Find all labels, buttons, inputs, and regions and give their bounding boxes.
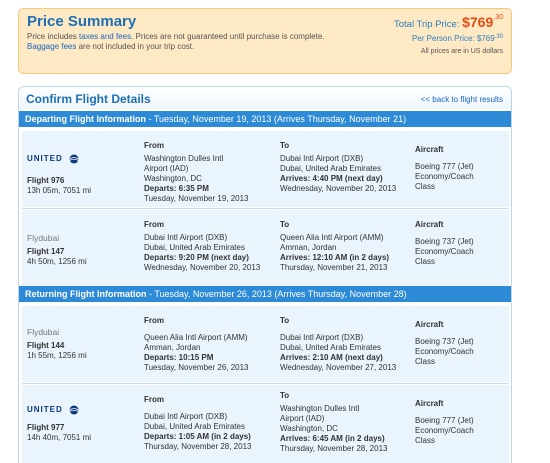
airline-name: Flydubai [27, 233, 60, 243]
total-trip-price: Total Trip Price: $769.30 [394, 14, 503, 30]
from-column: From Dubai Intl Airport (DXB) Dubai, United Arab Emirates Departs: 9:20 PM (next day) Wednesday, November 20, 2013 [144, 220, 261, 272]
flight-row [22, 306, 509, 382]
airline-name: Flydubai [27, 327, 60, 337]
departing-flight-bar: Departing Flight Information - Tuesday, November 19, 2013 (Arrives Thursday, November 21) [19, 111, 511, 127]
returning-flight-bar: Returning Flight Information - Tuesday, November 26, 2013 (Arrives Thursday, November 28) [19, 286, 511, 302]
flight-duration: 13h 05m, 7051 mi [27, 186, 92, 195]
to-column: To Washington Dulles Intl Airport (IAD) Washington, DC Arrives: 6:45 AM (in 2 days) Thursday, November 28, 2013 [280, 391, 388, 453]
united-logo: UNITED [27, 405, 80, 415]
confirm-header [19, 87, 511, 109]
flight-row [22, 210, 509, 286]
flight-number: Flight 976 [27, 176, 65, 185]
to-column: To Dubai Intl Airport (DXB) Dubai, United Arab Emirates Arrives: 2:10 AM (next day) Wednesday, November 27, 2013 [280, 316, 397, 372]
baggage-line: Baggage fees are not included in your trip cost. [27, 42, 195, 51]
to-column: To Dubai Intl Airport (DXB) Dubai, United Arab Emirates Arrives: 4:40 PM (next day) Wednesday, November 20, 2013 [280, 141, 397, 193]
row-divider [22, 383, 509, 384]
flight-row [22, 131, 509, 207]
flight-number: Flight 144 [27, 341, 65, 350]
taxes-fees-link[interactable]: taxes and fees [79, 32, 132, 41]
aircraft-column: Aircraft Boeing 737 (Jet) Economy/Coach Class [415, 320, 474, 366]
confirm-title: Confirm Flight Details [26, 92, 151, 106]
united-logo: UNITED [27, 154, 80, 164]
from-column: From Washington Dulles Intl Airport (IAD) Washington, DC Departs: 6:35 PM Tuesday, November 19, 2013 [144, 141, 249, 203]
globe-icon [68, 154, 80, 164]
row-divider [22, 208, 509, 209]
baggage-fees-link[interactable]: Baggage fees [27, 42, 77, 51]
price-summary-panel [18, 8, 512, 74]
back-to-results-link[interactable]: << back to flight results [420, 95, 503, 104]
from-column: From Dubai Intl Airport (DXB) Dubai, United Arab Emirates Departs: 1:05 AM (in 2 days) Thursday, November 28, 2013 [144, 395, 252, 451]
flight-number: Flight 147 [27, 247, 65, 256]
aircraft-column: Aircraft Boeing 777 (Jet) Economy/Coach Class [415, 145, 474, 191]
from-column: From Queen Alia Intl Airport (AMM) Amman, Jordan Departs: 10:15 PM Tuesday, November 26, 2013 [144, 316, 249, 372]
flight-row [22, 385, 509, 463]
usd-note: All prices are in US dollars [420, 48, 503, 55]
flight-number: Flight 977 [27, 423, 65, 432]
price-summary-title: Price Summary [27, 13, 137, 30]
aircraft-column: Aircraft Boeing 737 (Jet) Economy/Coach Class [415, 220, 474, 266]
to-column: To Queen Alia Intl Airport (AMM) Amman, Jordan Arrives: 12:10 AM (in 2 days) Thursday, November 21, 2013 [280, 220, 390, 272]
per-person-price: Per Person Price: $\$769^{.30}$ [411, 34, 503, 43]
flight-duration: 14h 40m, 7051 mi [27, 433, 92, 442]
flight-duration: 1h 55m, 1256 mi [27, 351, 87, 360]
globe-icon [68, 405, 80, 415]
flight-duration: 4h 50m, 1256 mi [27, 257, 87, 266]
price-includes-line: Price includes taxes and fees. Prices are not guaranteed until purchase is complete. [27, 32, 325, 41]
confirm-flight-details-panel [18, 86, 512, 463]
aircraft-column: Aircraft Boeing 777 (Jet) Economy/Coach Class [415, 399, 474, 445]
